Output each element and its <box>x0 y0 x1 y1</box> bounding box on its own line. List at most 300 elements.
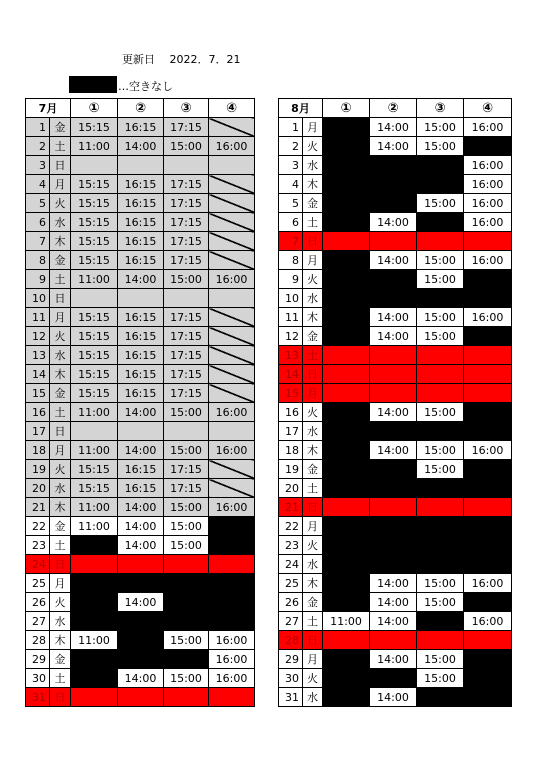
day-row <box>279 688 512 707</box>
weekday: 木 <box>303 441 323 460</box>
time-slot: 15:00 <box>417 403 464 422</box>
time-slot: 16:00 <box>209 650 255 669</box>
booked-slot <box>370 194 417 213</box>
booked-slot <box>370 460 417 479</box>
booked-slot <box>370 156 417 175</box>
booked-slot <box>209 517 255 536</box>
booked-slot <box>464 650 512 669</box>
day-number: 29 <box>279 650 303 669</box>
unavailable-slot <box>209 479 255 498</box>
day-number: 3 <box>26 156 50 175</box>
day-number: 23 <box>279 536 303 555</box>
booked-slot <box>464 422 512 441</box>
time-slot: 15:00 <box>417 669 464 688</box>
booked-slot <box>71 536 118 555</box>
day-number: 1 <box>279 118 303 137</box>
day-number: 11 <box>279 308 303 327</box>
closed-slot <box>464 346 512 365</box>
time-slot: 15:15 <box>71 213 118 232</box>
day-row <box>26 517 255 536</box>
time-slot: 16:00 <box>209 137 255 156</box>
day-number: 15 <box>26 384 50 403</box>
closed-slot <box>417 346 464 365</box>
weekday: 木 <box>50 498 71 517</box>
weekday: 月 <box>303 650 323 669</box>
booked-slot <box>323 460 370 479</box>
booked-slot <box>417 175 464 194</box>
booked-slot <box>464 688 512 707</box>
closed-slot <box>370 384 417 403</box>
booked-slot <box>323 688 370 707</box>
time-slot <box>209 156 255 175</box>
day-row <box>26 194 255 213</box>
time-slot: 16:15 <box>118 460 164 479</box>
booked-slot <box>417 156 464 175</box>
day-number: 8 <box>26 251 50 270</box>
day-number: 1 <box>26 118 50 137</box>
time-slot: 14:00 <box>370 612 417 631</box>
time-slot: 14:00 <box>118 517 164 536</box>
day-row <box>26 175 255 194</box>
time-slot: 16:15 <box>118 327 164 346</box>
closed-slot <box>464 384 512 403</box>
booked-slot <box>417 422 464 441</box>
time-slot <box>71 156 118 175</box>
time-slot: 16:00 <box>209 403 255 422</box>
booked-slot <box>118 574 164 593</box>
day-number: 23 <box>26 536 50 555</box>
time-slot: 11:00 <box>71 631 118 650</box>
day-row <box>279 517 512 536</box>
day-row <box>279 460 512 479</box>
time-slot: 17:15 <box>164 251 209 270</box>
time-slot: 14:00 <box>370 441 417 460</box>
booked-slot <box>323 137 370 156</box>
day-row <box>279 536 512 555</box>
weekday: 土 <box>50 403 71 422</box>
time-slot: 15:15 <box>71 118 118 137</box>
day-number: 8 <box>279 251 303 270</box>
day-number: 17 <box>26 422 50 441</box>
slot-2-header: ② <box>370 99 417 118</box>
booked-slot <box>323 308 370 327</box>
day-row <box>279 175 512 194</box>
booked-slot <box>323 479 370 498</box>
booked-slot <box>323 289 370 308</box>
unavailable-slot <box>209 308 255 327</box>
time-slot: 15:15 <box>71 346 118 365</box>
weekday: 火 <box>303 270 323 289</box>
day-number: 9 <box>26 270 50 289</box>
day-row <box>279 650 512 669</box>
closed-slot <box>464 232 512 251</box>
closed-slot <box>464 631 512 650</box>
slot-1-header: ① <box>323 99 370 118</box>
weekday: 金 <box>50 384 71 403</box>
unavailable-slot <box>209 118 255 137</box>
day-row <box>279 403 512 422</box>
closed-slot <box>209 555 255 574</box>
time-slot: 16:00 <box>209 270 255 289</box>
day-number: 25 <box>279 574 303 593</box>
time-slot: 14:00 <box>370 574 417 593</box>
booked-slot <box>323 403 370 422</box>
day-number: 6 <box>26 213 50 232</box>
day-number: 10 <box>279 289 303 308</box>
weekday: 月 <box>303 384 323 403</box>
day-number: 14 <box>26 365 50 384</box>
time-slot: 14:00 <box>370 593 417 612</box>
weekday: 日 <box>50 688 71 707</box>
weekday: 火 <box>50 593 71 612</box>
day-row <box>279 574 512 593</box>
booked-slot <box>323 650 370 669</box>
weekday: 水 <box>50 346 71 365</box>
day-row <box>279 365 512 384</box>
day-row <box>26 688 255 707</box>
time-slot <box>118 289 164 308</box>
day-number: 12 <box>279 327 303 346</box>
unavailable-slot <box>209 213 255 232</box>
time-slot: 15:00 <box>164 669 209 688</box>
august-header-row <box>279 99 512 118</box>
day-number: 20 <box>26 479 50 498</box>
unavailable-slot <box>209 327 255 346</box>
booked-slot <box>370 536 417 555</box>
time-slot: 16:00 <box>464 118 512 137</box>
weekday: 金 <box>303 327 323 346</box>
time-slot: 15:15 <box>71 384 118 403</box>
day-row <box>26 612 255 631</box>
weekday: 金 <box>50 251 71 270</box>
time-slot: 11:00 <box>71 403 118 422</box>
booked-slot <box>323 118 370 137</box>
time-slot: 14:00 <box>370 251 417 270</box>
booked-slot <box>370 422 417 441</box>
booked-slot <box>71 574 118 593</box>
closed-slot <box>323 384 370 403</box>
day-number: 11 <box>26 308 50 327</box>
booked-slot <box>370 555 417 574</box>
time-slot: 15:00 <box>164 631 209 650</box>
day-row <box>26 308 255 327</box>
day-number: 25 <box>26 574 50 593</box>
day-row <box>26 156 255 175</box>
time-slot: 15:00 <box>417 118 464 137</box>
day-number: 29 <box>26 650 50 669</box>
day-row <box>26 346 255 365</box>
booked-slot <box>323 441 370 460</box>
time-slot: 16:15 <box>118 232 164 251</box>
weekday: 火 <box>303 403 323 422</box>
day-number: 14 <box>279 365 303 384</box>
booked-slot <box>464 137 512 156</box>
weekday: 土 <box>50 536 71 555</box>
time-slot <box>71 422 118 441</box>
booked-slot <box>323 593 370 612</box>
day-row <box>279 669 512 688</box>
day-number: 4 <box>26 175 50 194</box>
slot-2-header: ② <box>118 99 164 118</box>
day-number: 19 <box>279 460 303 479</box>
weekday: 土 <box>303 346 323 365</box>
day-row <box>279 327 512 346</box>
time-slot: 17:15 <box>164 175 209 194</box>
time-slot: 15:00 <box>164 517 209 536</box>
day-row <box>26 650 255 669</box>
time-slot: 17:15 <box>164 118 209 137</box>
closed-slot <box>417 384 464 403</box>
day-row <box>26 536 255 555</box>
day-row <box>279 308 512 327</box>
day-row <box>26 289 255 308</box>
weekday: 土 <box>50 669 71 688</box>
weekday: 金 <box>50 517 71 536</box>
booked-slot <box>417 536 464 555</box>
booked-slot <box>323 213 370 232</box>
day-number: 15 <box>279 384 303 403</box>
closed-slot <box>323 346 370 365</box>
weekday: 木 <box>303 175 323 194</box>
day-row <box>26 137 255 156</box>
booked-slot <box>464 593 512 612</box>
time-slot: 16:00 <box>464 612 512 631</box>
day-number: 5 <box>279 194 303 213</box>
august-rows <box>279 118 512 707</box>
day-number: 27 <box>26 612 50 631</box>
time-slot: 16:15 <box>118 213 164 232</box>
closed-slot <box>164 555 209 574</box>
closed-slot <box>323 631 370 650</box>
weekday: 木 <box>50 631 71 650</box>
time-slot: 11:00 <box>71 270 118 289</box>
day-row <box>279 422 512 441</box>
time-slot: 17:15 <box>164 308 209 327</box>
time-slot: 11:00 <box>71 498 118 517</box>
time-slot: 14:00 <box>118 441 164 460</box>
booked-slot <box>370 517 417 536</box>
unavailable-slot <box>209 251 255 270</box>
closed-slot <box>118 688 164 707</box>
day-number: 13 <box>279 346 303 365</box>
time-slot: 11:00 <box>71 441 118 460</box>
booked-slot <box>209 536 255 555</box>
time-slot <box>209 289 255 308</box>
time-slot: 16:00 <box>209 631 255 650</box>
day-row <box>279 479 512 498</box>
closed-slot <box>71 555 118 574</box>
booked-slot <box>370 175 417 194</box>
time-slot: 15:15 <box>71 479 118 498</box>
weekday: 日 <box>303 631 323 650</box>
time-slot: 16:00 <box>464 308 512 327</box>
day-row <box>279 346 512 365</box>
time-slot: 11:00 <box>71 137 118 156</box>
weekday: 土 <box>303 213 323 232</box>
day-number: 31 <box>26 688 50 707</box>
day-number: 26 <box>26 593 50 612</box>
time-slot: 15:00 <box>417 270 464 289</box>
day-row <box>279 156 512 175</box>
day-number: 18 <box>279 441 303 460</box>
time-slot: 15:00 <box>417 327 464 346</box>
time-slot: 16:15 <box>118 384 164 403</box>
day-row <box>26 441 255 460</box>
day-row <box>26 327 255 346</box>
weekday: 水 <box>50 612 71 631</box>
updated-date-line <box>122 51 241 67</box>
day-number: 31 <box>279 688 303 707</box>
slot-3-header: ③ <box>164 99 209 118</box>
day-number: 21 <box>279 498 303 517</box>
weekday: 水 <box>303 156 323 175</box>
day-row <box>279 232 512 251</box>
weekday: 月 <box>50 441 71 460</box>
august-schedule-table <box>278 98 512 707</box>
slot-4-header: ④ <box>209 99 255 118</box>
legend-text: …空きなし <box>118 80 173 93</box>
time-slot: 17:15 <box>164 365 209 384</box>
time-slot: 16:00 <box>464 574 512 593</box>
time-slot: 16:00 <box>209 441 255 460</box>
weekday: 金 <box>50 650 71 669</box>
time-slot: 14:00 <box>118 270 164 289</box>
day-row <box>26 403 255 422</box>
time-slot: 14:00 <box>118 403 164 422</box>
closed-slot <box>323 232 370 251</box>
booked-slot <box>417 688 464 707</box>
day-row <box>26 270 255 289</box>
weekday: 木 <box>50 232 71 251</box>
weekday: 水 <box>50 213 71 232</box>
day-row <box>279 194 512 213</box>
july-header-row <box>26 99 255 118</box>
booked-slot <box>323 555 370 574</box>
july-schedule-table <box>25 98 255 707</box>
booked-slot <box>464 479 512 498</box>
booked-slot <box>464 289 512 308</box>
booked-slot <box>118 612 164 631</box>
day-number: 2 <box>279 137 303 156</box>
time-slot: 15:15 <box>71 308 118 327</box>
booked-slot <box>323 327 370 346</box>
weekday: 日 <box>303 365 323 384</box>
booked-slot <box>464 460 512 479</box>
day-number: 19 <box>26 460 50 479</box>
day-number: 5 <box>26 194 50 213</box>
day-number: 13 <box>26 346 50 365</box>
slot-3-header: ③ <box>417 99 464 118</box>
weekday: 金 <box>303 194 323 213</box>
closed-slot <box>417 631 464 650</box>
time-slot: 14:00 <box>118 669 164 688</box>
month-header: 8月 <box>279 99 323 118</box>
time-slot: 17:15 <box>164 232 209 251</box>
day-number: 22 <box>26 517 50 536</box>
closed-slot <box>417 232 464 251</box>
day-number: 20 <box>279 479 303 498</box>
time-slot: 16:15 <box>118 251 164 270</box>
day-row <box>26 460 255 479</box>
time-slot: 16:00 <box>464 156 512 175</box>
day-row <box>279 631 512 650</box>
time-slot: 14:00 <box>370 213 417 232</box>
time-slot: 14:00 <box>370 650 417 669</box>
booked-slot <box>464 669 512 688</box>
slot-1-header: ① <box>71 99 118 118</box>
time-slot: 15:00 <box>417 460 464 479</box>
booked-slot <box>209 593 255 612</box>
day-row <box>279 251 512 270</box>
time-slot: 15:00 <box>417 574 464 593</box>
time-slot: 11:00 <box>323 612 370 631</box>
weekday: 月 <box>50 308 71 327</box>
closed-slot <box>209 688 255 707</box>
time-slot: 14:00 <box>370 308 417 327</box>
time-slot: 16:00 <box>464 441 512 460</box>
booked-slot <box>464 517 512 536</box>
unavailable-slot <box>209 175 255 194</box>
closed-slot <box>370 631 417 650</box>
weekday: 火 <box>50 327 71 346</box>
weekday: 日 <box>50 422 71 441</box>
day-row <box>26 118 255 137</box>
time-slot: 16:00 <box>464 251 512 270</box>
weekday: 日 <box>303 232 323 251</box>
weekday: 金 <box>50 118 71 137</box>
time-slot: 15:00 <box>164 441 209 460</box>
closed-slot <box>417 498 464 517</box>
weekday: 土 <box>303 479 323 498</box>
day-row <box>26 384 255 403</box>
booked-slot <box>323 156 370 175</box>
booked-slot <box>370 669 417 688</box>
weekday: 木 <box>303 574 323 593</box>
time-slot: 15:00 <box>164 270 209 289</box>
time-slot: 15:00 <box>164 137 209 156</box>
closed-slot <box>370 365 417 384</box>
booked-slot <box>370 479 417 498</box>
booked-slot <box>71 593 118 612</box>
time-slot <box>164 156 209 175</box>
booked-slot <box>71 612 118 631</box>
time-slot: 16:15 <box>118 194 164 213</box>
day-row <box>26 422 255 441</box>
booked-slot <box>323 251 370 270</box>
unavailable-slot <box>209 194 255 213</box>
day-row <box>26 669 255 688</box>
day-row <box>279 384 512 403</box>
updated-label: 更新日 <box>122 53 155 66</box>
booked-slot <box>323 536 370 555</box>
booked-slot <box>71 669 118 688</box>
day-row <box>279 270 512 289</box>
time-slot: 16:00 <box>464 213 512 232</box>
day-row <box>26 574 255 593</box>
weekday: 木 <box>50 365 71 384</box>
time-slot <box>118 156 164 175</box>
unavailable-slot <box>209 346 255 365</box>
day-number: 16 <box>26 403 50 422</box>
booked-slot <box>464 327 512 346</box>
weekday: 火 <box>303 536 323 555</box>
closed-slot <box>417 365 464 384</box>
weekday: 火 <box>303 669 323 688</box>
time-slot: 17:15 <box>164 346 209 365</box>
day-number: 16 <box>279 403 303 422</box>
time-slot: 15:00 <box>417 194 464 213</box>
weekday: 水 <box>303 555 323 574</box>
